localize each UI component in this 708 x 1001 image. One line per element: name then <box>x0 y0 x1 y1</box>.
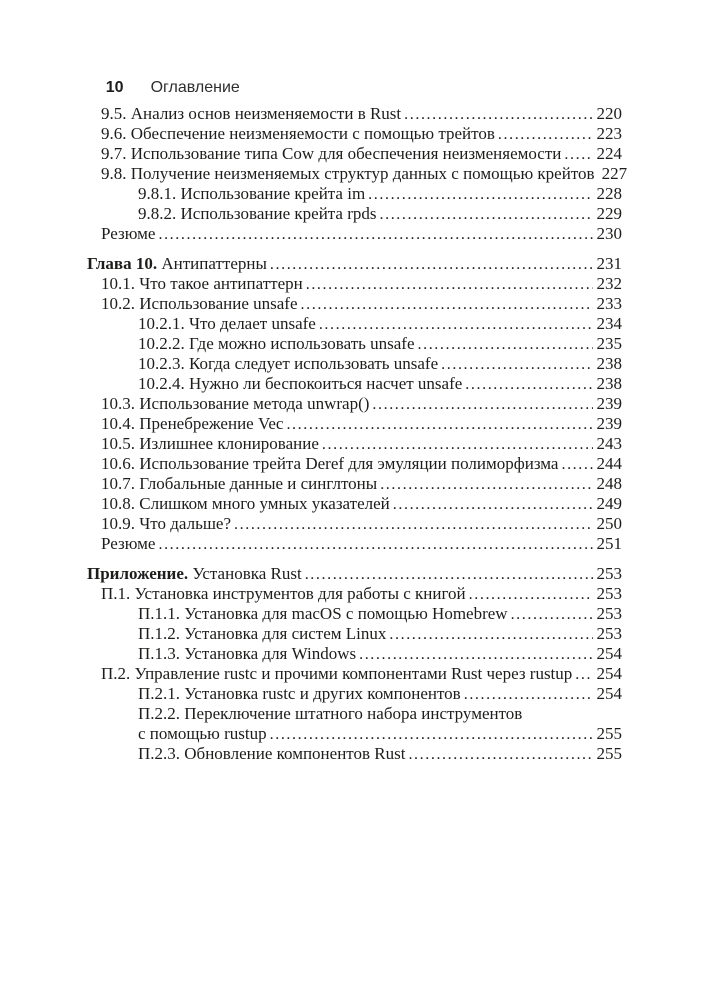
toc-entry-title: 10.4. Пренебрежение Vec <box>101 414 284 433</box>
toc-entry-title: 10.2.1. Что делает unsafe <box>138 314 316 333</box>
dot-leader <box>359 644 592 664</box>
toc-entry-title: 10.3. Использование метода unwrap() <box>101 394 370 413</box>
dot-leader <box>319 314 593 334</box>
toc-entry <box>87 184 622 204</box>
dot-leader <box>270 724 593 744</box>
toc-entry-title: 10.1. Что такое антипаттерн <box>101 274 303 293</box>
toc-entry-label-bold: Глава 10. <box>87 254 158 273</box>
toc-page-number: 254 <box>596 644 622 663</box>
toc-entry <box>87 434 622 454</box>
dot-leader <box>561 454 592 474</box>
toc-page-number: 233 <box>596 294 622 313</box>
toc-page-number: 253 <box>596 564 622 583</box>
toc-entry <box>87 454 622 474</box>
toc-entry-title: 9.8.2. Использование крейта rpds <box>138 204 377 223</box>
toc-entry <box>87 704 622 724</box>
dot-leader <box>441 354 592 374</box>
dot-leader <box>418 334 593 354</box>
dot-leader <box>368 184 592 204</box>
toc-entry <box>87 144 622 164</box>
page-number: 10 <box>105 79 124 96</box>
running-head: Оглавление <box>150 79 240 96</box>
toc-entry-title: 10.8. Слишком много умных указателей <box>101 494 390 513</box>
toc-page-number: 244 <box>596 454 622 473</box>
toc-entry <box>87 534 622 554</box>
dot-leader <box>404 104 592 124</box>
dot-leader <box>389 624 592 644</box>
toc-page-number: 253 <box>596 604 622 623</box>
toc-entry-title: 10.7. Глобальные данные и синглтоны <box>101 474 378 493</box>
toc-page-number: 255 <box>596 744 622 763</box>
toc-entry-title: 10.2.3. Когда следует использовать unsafe <box>138 354 439 373</box>
toc-entry <box>87 394 622 414</box>
dot-leader <box>469 584 593 604</box>
toc-entry <box>87 644 622 664</box>
toc-page-number: 228 <box>596 184 622 203</box>
toc-page-number: 254 <box>596 684 622 703</box>
dot-leader <box>322 434 593 454</box>
toc-page-number: 238 <box>596 374 622 393</box>
toc-entry <box>87 514 622 534</box>
toc-entry-title: 10.2.2. Где можно использовать unsafe <box>138 334 415 353</box>
toc-entry-title: 9.8. Получение неизменяемых структур данных с помощью крейтов <box>101 164 595 183</box>
dot-leader <box>234 514 592 534</box>
toc-entry <box>87 314 622 334</box>
toc-entry-title: 10.2.4. Нужно ли беспокоиться насчет unsafe <box>138 374 463 393</box>
dot-leader <box>575 664 592 684</box>
toc-page-number: 231 <box>596 254 622 273</box>
toc-entry <box>87 334 622 354</box>
toc-entry-title: 10.6. Использование трейта Deref для эмуляции полиморфизма <box>101 454 559 473</box>
dot-leader <box>564 144 592 164</box>
toc-entry <box>87 584 622 604</box>
toc-page-number: 223 <box>596 124 622 143</box>
toc-entry-title: П.2.2. Переключение штатного набора инструментов <box>138 704 523 723</box>
toc-entry <box>87 254 622 274</box>
toc-entry-title: П.2.3. Обновление компонентов Rust <box>138 744 406 763</box>
toc-page-number: 239 <box>596 414 622 433</box>
toc-page-number: 243 <box>596 434 622 453</box>
toc-entry-title: 9.8.1. Использование крейта im <box>138 184 366 203</box>
toc-entry-title: 9.5. Анализ основ неизменяемости в Rust <box>101 104 402 123</box>
dot-leader <box>306 274 593 294</box>
toc-entry-label-bold: Приложение. <box>87 564 189 583</box>
toc-entry <box>87 274 622 294</box>
toc-entry <box>87 744 622 764</box>
toc-entry-title: П.1.3. Установка для Windows <box>138 644 357 663</box>
dot-leader <box>305 564 593 584</box>
toc-entry <box>87 354 622 374</box>
toc-entry-title: П.1.1. Установка для macOS с помощью Homebrew <box>138 604 508 623</box>
toc-entry <box>87 204 622 224</box>
toc-entry-title: П.1.2. Установка для систем Linux <box>138 624 387 643</box>
toc-page-number: 239 <box>596 394 622 413</box>
toc-entry-title: 10.5. Излишнее клонирование <box>101 434 319 453</box>
toc-entry <box>87 224 622 244</box>
dot-leader <box>511 604 593 624</box>
dot-leader <box>158 534 592 554</box>
table-of-contents <box>87 104 628 764</box>
toc-page-number: 250 <box>596 514 622 533</box>
dot-leader <box>464 684 593 704</box>
toc-entry-title: Резюме <box>101 224 156 243</box>
toc-entry <box>87 664 622 684</box>
toc-page-number: 249 <box>596 494 622 513</box>
toc-page-number: 232 <box>596 274 622 293</box>
dot-leader <box>380 474 592 494</box>
toc-entry <box>87 294 622 314</box>
dot-leader <box>465 374 592 394</box>
dot-leader <box>158 224 592 244</box>
toc-page-number: 238 <box>596 354 622 373</box>
dot-leader <box>301 294 593 314</box>
dot-leader <box>408 744 592 764</box>
toc-page-number: 235 <box>596 334 622 353</box>
toc-entry-title: с помощью rustup <box>138 724 267 743</box>
toc-page-number: 229 <box>596 204 622 223</box>
toc-entry <box>87 724 622 744</box>
toc-entry <box>87 494 622 514</box>
toc-page-number: 255 <box>596 724 622 743</box>
dot-leader <box>380 204 593 224</box>
toc-entry <box>87 104 622 124</box>
dot-leader <box>498 124 593 144</box>
toc-entry <box>87 624 622 644</box>
toc-entry-title: 10.2. Использование unsafe <box>101 294 298 313</box>
toc-entry-title: Приложение. Установка Rust <box>87 564 302 583</box>
toc-entry <box>87 474 622 494</box>
toc-entry <box>87 414 622 434</box>
toc-entry-title: П.2. Управление rustc и прочими компонентами Rust через rustup <box>101 664 573 683</box>
dot-leader <box>372 394 592 414</box>
toc-page-number: 251 <box>596 534 622 553</box>
toc-entry <box>87 604 622 624</box>
toc-page-number: 253 <box>596 584 622 603</box>
toc-page-number: 254 <box>596 664 622 683</box>
toc-page-number: 248 <box>596 474 622 493</box>
toc-page-number: 234 <box>596 314 622 333</box>
toc-entry-title: П.2.1. Установка rustc и других компонентов <box>138 684 461 703</box>
toc-entry-title: П.1. Установка инструментов для работы с книгой <box>101 584 466 603</box>
toc-page-number: 224 <box>596 144 622 163</box>
toc-entry <box>87 124 622 144</box>
toc-entry <box>87 684 622 704</box>
toc-entry-title: Резюме <box>101 534 156 553</box>
dot-leader <box>286 414 592 434</box>
toc-entry <box>87 564 622 584</box>
toc-entry-title: 9.7. Использование типа Cow для обеспечения неизменяемости <box>101 144 562 163</box>
toc-entry-title: 10.9. Что дальше? <box>101 514 232 533</box>
toc-page-number: 253 <box>596 624 622 643</box>
toc-page-number: 230 <box>596 224 622 243</box>
toc-entry-title: 9.6. Обеспечение неизменяемости с помощью трейтов <box>101 124 495 143</box>
toc-entry <box>87 374 622 394</box>
toc-entry <box>87 164 628 184</box>
dot-leader <box>393 494 593 514</box>
toc-entry-title: Глава 10. Антипаттерны <box>87 254 267 273</box>
toc-page-number: 227 <box>601 164 628 183</box>
toc-page-number: 220 <box>596 104 622 123</box>
dot-leader <box>270 254 593 274</box>
